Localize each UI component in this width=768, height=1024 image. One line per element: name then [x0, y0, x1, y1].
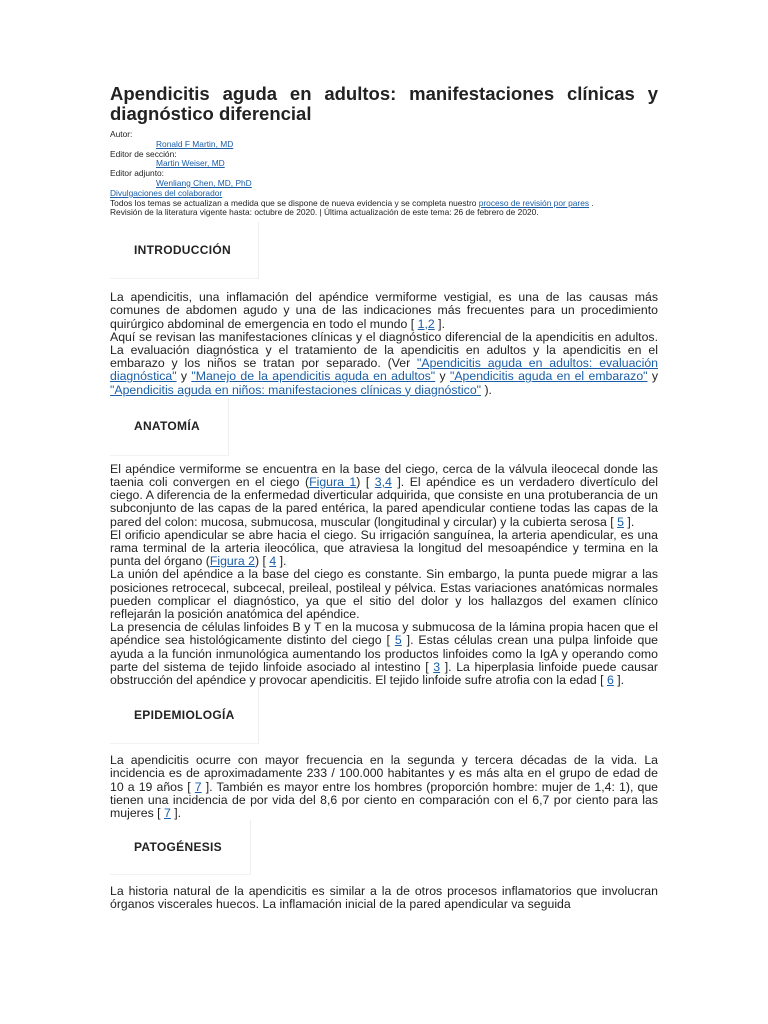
paragraph: El orificio apendicular se abre hacia el ciego. Su irrigación sanguínea, la arteria apendicular, es una rama terminal de la arteria ileocólica, que atraviesa la longitud del mesoapéndice y termina en la punta del órgano (Figura 2) [ 4 ].: [110, 527, 658, 569]
section-heading-anatomia: ANATOMÍA: [110, 397, 229, 456]
reference-link[interactable]: 3,4: [374, 475, 392, 489]
section-heading-epidemiologia: EPIDEMIOLOGÍA: [110, 687, 259, 744]
paragraph: La historia natural de la apendicitis es similar a la de otros procesos inflamatorios que involucran órganos viscerales huecos. La inflamación inicial de la pared apendicular va seguida: [110, 884, 658, 912]
section-body-epidemiologia: [110, 754, 658, 820]
author-link[interactable]: Ronald F Martin, MD: [156, 138, 234, 149]
topic-link-manejo[interactable]: "Manejo de la apendicitis aguda en adultos": [191, 369, 436, 384]
reference-link[interactable]: 3: [433, 659, 441, 674]
reference-link[interactable]: 5: [394, 633, 402, 648]
topic-link-ninos[interactable]: "Apendicitis aguda en niños: manifestaciones clínicas y diagnóstico": [110, 382, 482, 397]
section-heading-introduccion: INTRODUCCIÓN: [110, 222, 259, 279]
paragraph: La apendicitis ocurre con mayor frecuencia en la segunda y tercera décadas de la vida. La incidencia es de aproximadamente 233 / 100.000 habitantes y es más alta en el grupo de edad de 10 a 19 años [ 7 ]. También es mayor entre los hombres (proporción hombre: mujer de 1,4: 1), que tienen una incidencia de por vida del 8,6 por ciento en comparación con el 6,7 por ciento para las mujeres [ 7 ].: [110, 753, 659, 821]
paragraph: La apendicitis, una inflamación del apéndice vermiforme vestigial, es una de las causas más comunes de abdomen agudo y una de las indicaciones más frecuentes para un procedimiento quirúrgico abdominal de emergencia en todo el mundo [ 1,2 ].: [110, 290, 658, 331]
section-heading-patogenesis: PATOGÉNESIS: [110, 820, 251, 875]
paragraph: La unión del apéndice a la base del ciego es constante. Sin embargo, la punta puede migrar a las posiciones retrocecal, subcecal, preileal, postileal y pélvica. Estas variaciones anatómicas normales pueden complicar el diagnóstico, ya que el sitio del dolor y los hallazgos del examen clínico reflejarán la posición anatómica del apéndice.: [110, 567, 658, 622]
disclosures-link[interactable]: Divulgaciones del colaborador: [110, 187, 223, 198]
topic-link-evaluacion[interactable]: "Apendicitis aguda en adultos: evaluación diagnóstica": [110, 356, 658, 384]
peer-review-link[interactable]: proceso de revisión por pares: [478, 197, 590, 208]
author-label: Autor:: [110, 129, 133, 139]
reference-link[interactable]: 7: [164, 806, 171, 821]
reference-link[interactable]: 1,2: [417, 316, 435, 331]
reference-link[interactable]: 4: [269, 554, 277, 569]
update-note: Todos los temas se actualizan a medida que se dispone de nueva evidencia y se completa nuestro proceso de revisión por pares .: [110, 197, 594, 208]
section-body-introduccion: [110, 291, 658, 397]
topic-link-embarazo[interactable]: "Apendicitis aguda en el embarazo": [449, 369, 648, 384]
paragraph: El apéndice vermiforme se encuentra en la base del ciego, cerca de la válvula ileocecal donde las taenia coli convergen en el ciego (Figura 1) [ 3,4 ]. El apéndice es un verdadero divertículo del ciego. A diferencia de la enfermedad diverticular adquirida, que consiste en una protuberancia de un subconjunto de las capas de la pared entérica, la pared apendicular contiene todas las capas de la pared del colon: mucosa, submucosa, muscular (longitudinal y circular) y la cubierta serosa [ 5 ].: [110, 461, 658, 529]
figure-link-2[interactable]: Figura 2: [209, 554, 255, 569]
section-body-patogenesis: [110, 885, 658, 911]
reference-link[interactable]: 6: [606, 673, 614, 688]
article: [110, 84, 658, 912]
section-editor-label: Editor de sección:: [110, 148, 177, 159]
reference-link[interactable]: 7: [194, 779, 202, 794]
revision-dates: Revisión de la literatura vigente hasta: octubre de 2020. | Última actualización de este tema: 26 de febrero de 2020.: [110, 207, 539, 218]
section-body-anatomia: [110, 463, 658, 687]
deputy-editor-link[interactable]: Wenliang Chen, MD, PhD: [156, 177, 252, 188]
figure-link-1[interactable]: Figura 1: [309, 475, 357, 489]
paragraph: Aquí se revisan las manifestaciones clínicas y el diagnóstico diferencial de la apendicitis en adultos. La evaluación diagnóstica y el tratamiento de la apendicitis en adultos y la apendicitis en el embarazo y los niños se tratan por separado. (Ver "Apendicitis aguda en adultos: evaluación diagnóstica" y "Manejo de la apendicitis aguda en adultos" y "Apendicitis aguda en el embarazo" y "Apendicitis aguda en niños: manifestaciones clínicas y diagnóstico" ).: [110, 329, 658, 397]
deputy-editor-label: Editor adjunto:: [110, 168, 165, 179]
article-title: Apendicitis aguda en adultos: manifestaciones clínicas y diagnóstico diferencial: [110, 83, 658, 124]
paragraph: La presencia de células linfoides B y T en la mucosa y submucosa de la lámina propia hacen que el apéndice sea histológicamente distinto del ciego [ 5 ]. Estas células crean una pulpa linfoide que ayuda a la función inmunológica aumentando los productos linfoides como la IgA y operando como parte del sistema de tejido linfoide asociado al intestino [ 3 ]. La hiperplasia linfoide puede causar obstrucción del apéndice y provocar apendicitis. El tejido linfoide sufre atrofia con la edad [ 6 ].: [110, 620, 659, 688]
article-meta: [110, 130, 658, 218]
reference-link[interactable]: 5: [617, 514, 624, 529]
section-editor-link[interactable]: Martin Weiser, MD: [156, 158, 225, 169]
